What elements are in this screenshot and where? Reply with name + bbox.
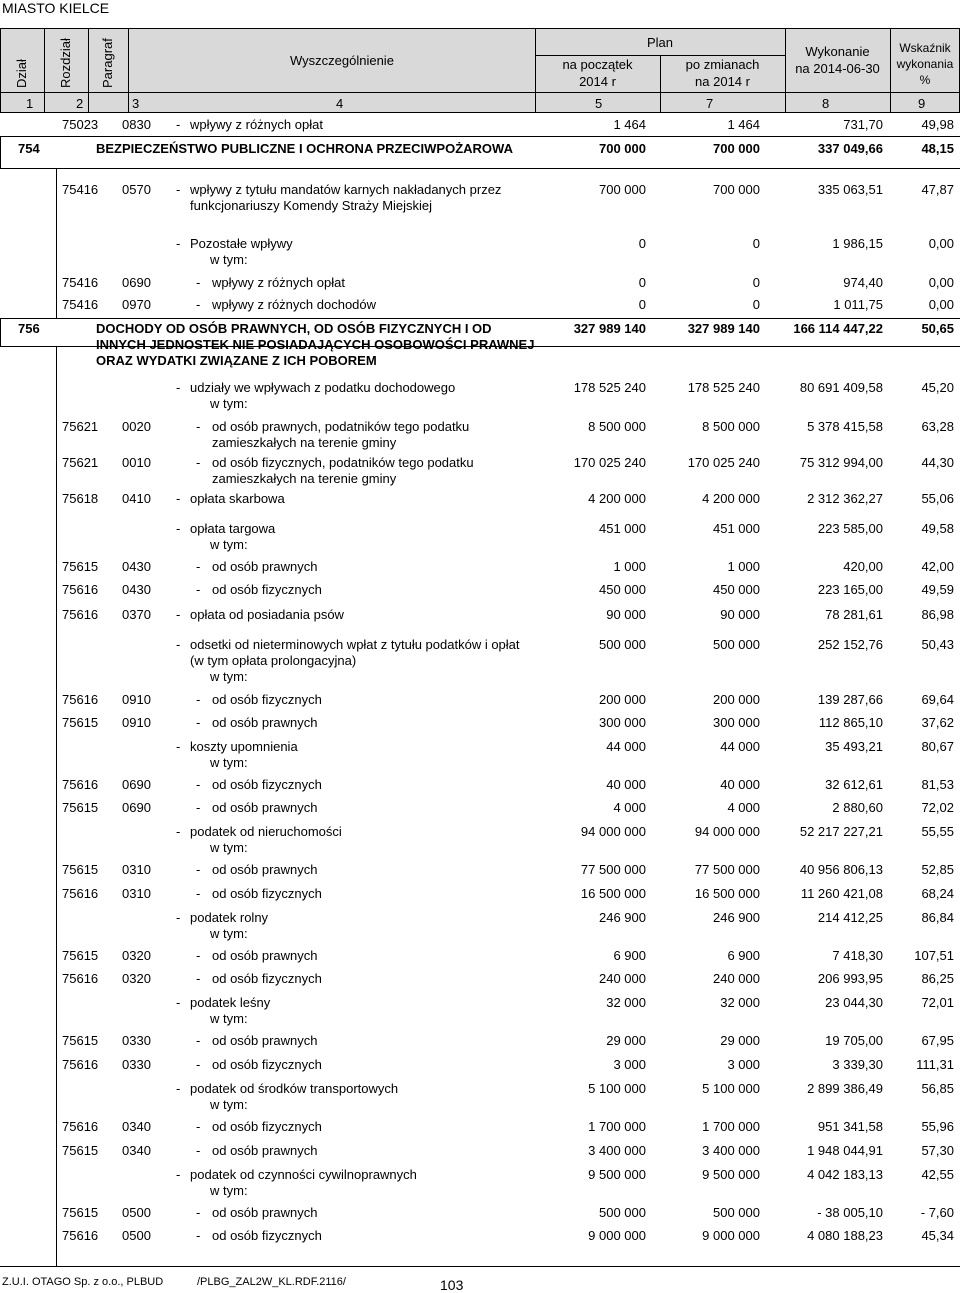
cell-rozdzial: 75616 bbox=[62, 777, 99, 792]
cell-plan-zmiany: 450 000 bbox=[713, 582, 760, 597]
cell-plan-zmiany: 170 025 240 bbox=[687, 455, 760, 470]
cell-plan-zmiany: 0 bbox=[752, 236, 760, 251]
cell-dash: - bbox=[196, 800, 201, 815]
cell-dash: - bbox=[176, 117, 181, 132]
cell-wykonanie: 335 063,51 bbox=[817, 182, 883, 197]
cell-plan-poczatek: 4 200 000 bbox=[588, 491, 646, 506]
cell-wskaznik: 69,64 bbox=[921, 692, 954, 707]
cell-dash: - bbox=[176, 1081, 181, 1096]
cell-paragraf: 0010 bbox=[122, 455, 151, 470]
cell-plan-poczatek: 1 700 000 bbox=[588, 1119, 646, 1134]
cell-rozdzial: 75615 bbox=[62, 715, 99, 730]
cell-wykonanie: 420,00 bbox=[843, 559, 883, 574]
cell-rozdzial: 75023 bbox=[62, 117, 99, 132]
cell-plan-zmiany: 246 900 bbox=[713, 910, 760, 925]
cell-rozdzial: 75615 bbox=[62, 862, 99, 877]
cell-plan-zmiany: 5 100 000 bbox=[702, 1081, 760, 1096]
cell-dash: - bbox=[196, 886, 201, 901]
cell-rozdzial: 75615 bbox=[62, 1143, 99, 1158]
cell-wskaznik: 63,28 bbox=[921, 419, 954, 434]
plan-header: Plan bbox=[646, 35, 674, 50]
cell-rozdzial: 75615 bbox=[62, 948, 99, 963]
cell-plan-poczatek: 5 100 000 bbox=[588, 1081, 646, 1096]
cell-rozdzial: 75416 bbox=[62, 275, 99, 290]
cell-plan-poczatek: 9 500 000 bbox=[588, 1167, 646, 1182]
cell-subnote: w tym: bbox=[210, 1011, 248, 1026]
cell-wykonanie: 35 493,21 bbox=[825, 739, 883, 754]
cell-paragraf: 0910 bbox=[122, 692, 151, 707]
cell-dash: - bbox=[196, 275, 201, 290]
cell-plan-poczatek: 178 525 240 bbox=[573, 380, 646, 395]
cell-wykonanie: 19 705,00 bbox=[825, 1033, 883, 1048]
cell-wykonanie: 337 049,66 bbox=[817, 141, 883, 156]
cell-wskaznik: - 7,60 bbox=[920, 1205, 954, 1220]
cell-plan-zmiany: 500 000 bbox=[713, 637, 760, 652]
cell-paragraf: 0690 bbox=[122, 777, 151, 792]
cell-plan-poczatek: 700 000 bbox=[599, 182, 646, 197]
cell-plan-zmiany: 3 400 000 bbox=[702, 1143, 760, 1158]
cell-wskaznik: 52,85 bbox=[921, 862, 954, 877]
cell-paragraf: 0500 bbox=[122, 1205, 151, 1220]
cell-plan-zmiany: 327 989 140 bbox=[687, 321, 760, 336]
cell-wskaznik: 86,98 bbox=[921, 607, 954, 622]
cell-plan-zmiany: 16 500 000 bbox=[694, 886, 760, 901]
cell-plan-zmiany: 8 500 000 bbox=[702, 419, 760, 434]
cell-wykonanie: 80 691 409,58 bbox=[799, 380, 883, 395]
cell-description: od osób fizycznych bbox=[212, 582, 322, 597]
cell-wskaznik: 37,62 bbox=[921, 715, 954, 730]
cell-rozdzial: 75615 bbox=[62, 559, 99, 574]
cell-dzial: 754 bbox=[18, 141, 40, 156]
cell-wykonanie: 4 042 183,13 bbox=[807, 1167, 883, 1182]
cell-description: od osób fizycznych bbox=[212, 692, 322, 707]
cell-plan-poczatek: 170 025 240 bbox=[573, 455, 646, 470]
cell-plan-poczatek: 300 000 bbox=[599, 715, 646, 730]
col-num: 4 bbox=[336, 96, 344, 111]
cell-subnote: w tym: bbox=[210, 396, 248, 411]
cell-plan-poczatek: 1 464 bbox=[613, 117, 646, 132]
cell-plan-zmiany: 9 000 000 bbox=[702, 1228, 760, 1243]
cell-dash: - bbox=[176, 491, 181, 506]
cell-description: BEZPIECZEŃSTWO PUBLICZNE I OCHRONA PRZECIWPOŻAROWA bbox=[96, 141, 513, 156]
cell-plan-zmiany: 500 000 bbox=[713, 1205, 760, 1220]
cell-wskaznik: 56,85 bbox=[921, 1081, 954, 1096]
cell-dash: - bbox=[196, 1033, 201, 1048]
cell-wykonanie: 214 412,25 bbox=[817, 910, 883, 925]
cell-dash: - bbox=[196, 777, 201, 792]
footer bbox=[0, 1268, 960, 1292]
cell-description: od osób fizycznych bbox=[212, 1057, 322, 1072]
cell-subnote: w tym: bbox=[210, 537, 248, 552]
cell-wykonanie: 252 152,76 bbox=[817, 637, 883, 652]
col-num: 3 bbox=[132, 96, 140, 111]
cell-wskaznik: 0,00 bbox=[928, 297, 954, 312]
cell-plan-poczatek: 16 500 000 bbox=[580, 886, 646, 901]
cell-description: podatek od czynności cywilnoprawnych bbox=[190, 1167, 417, 1182]
cell-plan-zmiany: 90 000 bbox=[720, 607, 760, 622]
cell-dash: - bbox=[196, 971, 201, 986]
cell-rozdzial: 75616 bbox=[62, 607, 99, 622]
cell-paragraf: 0690 bbox=[122, 800, 151, 815]
cell-plan-poczatek: 40 000 bbox=[606, 777, 646, 792]
cell-description: od osób prawnych bbox=[212, 1033, 318, 1048]
cell-dash: - bbox=[176, 739, 181, 754]
page-title: MIASTO KIELCE bbox=[2, 0, 110, 16]
cell-wykonanie: 1 986,15 bbox=[832, 236, 883, 251]
cell-plan-poczatek: 3 000 bbox=[613, 1057, 646, 1072]
cell-wykonanie: 1 011,75 bbox=[833, 297, 883, 312]
col-num: 1 bbox=[26, 96, 34, 111]
cell-description: od osób prawnych bbox=[212, 559, 318, 574]
cell-plan-zmiany: 40 000 bbox=[720, 777, 760, 792]
cell-subnote: w tym: bbox=[210, 755, 248, 770]
cell-description: wpływy z różnych opłat bbox=[190, 117, 323, 132]
cell-dash: - bbox=[196, 1119, 201, 1134]
cell-dash: - bbox=[196, 1057, 201, 1072]
cell-description: od osób fizycznych bbox=[212, 886, 322, 901]
cell-plan-poczatek: 450 000 bbox=[599, 582, 646, 597]
cell-plan-zmiany: 32 000 bbox=[720, 995, 760, 1010]
cell-description: opłata skarbowa bbox=[190, 491, 285, 506]
cell-plan-poczatek: 700 000 bbox=[599, 141, 646, 156]
cell-description: od osób prawnych bbox=[212, 800, 318, 815]
cell-description: od osób fizycznych bbox=[212, 1228, 322, 1243]
cell-paragraf: 0690 bbox=[122, 275, 151, 290]
cell-rozdzial: 75616 bbox=[62, 1228, 99, 1243]
cell-wskaznik: 67,95 bbox=[921, 1033, 954, 1048]
cell-plan-zmiany: 4 200 000 bbox=[702, 491, 760, 506]
cell-wskaznik: 49,98 bbox=[921, 117, 954, 132]
cell-description: DOCHODY OD OSÓB PRAWNYCH, OD OSÓB FIZYCZNYCH I OD INNYCH JEDNOSTEK NIE POSIADAJĄCYCH OSOBOWOŚCI PRAWNEJ ORAZ WYDATKI ZWIĄZANE Z ICH POBOREM bbox=[96, 321, 535, 368]
cell-subnote: w tym: bbox=[210, 252, 248, 267]
cell-wskaznik: 50,65 bbox=[921, 321, 954, 336]
cell-plan-zmiany: 3 000 bbox=[727, 1057, 760, 1072]
cell-wskaznik: 0,00 bbox=[928, 275, 954, 290]
cell-wskaznik: 111,31 bbox=[916, 1057, 954, 1072]
cell-description: opłata od posiadania psów bbox=[190, 607, 344, 622]
cell-wykonanie: 223 585,00 bbox=[817, 521, 883, 536]
cell-paragraf: 0340 bbox=[122, 1119, 151, 1134]
cell-plan-zmiany: 44 000 bbox=[720, 739, 760, 754]
cell-plan-poczatek: 200 000 bbox=[599, 692, 646, 707]
cell-wykonanie: 40 956 806,13 bbox=[799, 862, 883, 877]
cell-wskaznik: 55,96 bbox=[921, 1119, 954, 1134]
cell-dash: - bbox=[176, 182, 181, 197]
cell-description: podatek leśny bbox=[190, 995, 271, 1010]
cell-description: Pozostałe wpływy bbox=[190, 236, 293, 251]
cell-rozdzial: 75618 bbox=[62, 491, 99, 506]
cell-plan-zmiany: 1 464 bbox=[727, 117, 760, 132]
cell-description: od osób prawnych bbox=[212, 862, 318, 877]
cell-paragraf: 0410 bbox=[122, 491, 151, 506]
cell-dash: - bbox=[196, 715, 201, 730]
cell-description: od osób fizycznych bbox=[212, 971, 322, 986]
page-number: 103 bbox=[440, 1277, 464, 1293]
cell-description: od osób prawnych bbox=[212, 1205, 318, 1220]
cell-plan-poczatek: 0 bbox=[638, 297, 646, 312]
cell-plan-poczatek: 240 000 bbox=[599, 971, 646, 986]
cell-wykonanie: 951 341,58 bbox=[817, 1119, 883, 1134]
cell-plan-poczatek: 3 400 000 bbox=[588, 1143, 646, 1158]
cell-wskaznik: 42,55 bbox=[921, 1167, 954, 1182]
cell-wskaznik: 49,59 bbox=[921, 582, 954, 597]
cell-wskaznik: 81,53 bbox=[921, 777, 954, 792]
cell-plan-zmiany: 9 500 000 bbox=[702, 1167, 760, 1182]
cell-dash: - bbox=[176, 380, 181, 395]
cell-description: podatek rolny bbox=[190, 910, 269, 925]
cell-plan-poczatek: 0 bbox=[638, 236, 646, 251]
cell-paragraf: 0370 bbox=[122, 607, 151, 622]
cell-wskaznik: 50,43 bbox=[921, 637, 954, 652]
cell-plan-zmiany: 700 000 bbox=[713, 182, 760, 197]
col-num: 2 bbox=[76, 96, 84, 111]
cell-description: udziały we wpływach z podatku dochodowego bbox=[190, 380, 456, 395]
cell-rozdzial: 75615 bbox=[62, 1033, 99, 1048]
cell-wskaznik: 72,01 bbox=[921, 995, 954, 1010]
cell-wskaznik: 57,30 bbox=[921, 1143, 954, 1158]
cell-wskaznik: 107,51 bbox=[914, 948, 954, 963]
cell-wykonanie: 139 287,66 bbox=[817, 692, 883, 707]
cell-dash: - bbox=[176, 637, 181, 652]
cell-wykonanie: 23 044,30 bbox=[825, 995, 883, 1010]
cell-wykonanie: 75 312 994,00 bbox=[799, 455, 883, 470]
cell-paragraf: 0330 bbox=[122, 1057, 151, 1072]
cell-subnote: w tym: bbox=[210, 669, 248, 684]
col-num: 8 bbox=[822, 96, 830, 111]
col-rozdzial-header: Rozdział bbox=[58, 38, 73, 88]
col-num: 7 bbox=[706, 96, 714, 111]
cell-description: od osób prawnych bbox=[212, 948, 318, 963]
cell-rozdzial: 75615 bbox=[62, 1205, 99, 1220]
cell-wskaznik: 0,00 bbox=[928, 236, 954, 251]
cell-description: odsetki od nieterminowych wpłat z tytułu podatków i opłat (w tym opłata prolongacyjna) bbox=[190, 637, 520, 668]
cell-dash: - bbox=[196, 559, 201, 574]
col-paragraf-header: Paragraf bbox=[100, 38, 115, 88]
cell-wskaznik: 45,20 bbox=[921, 380, 954, 395]
cell-subnote: w tym: bbox=[210, 1097, 248, 1112]
cell-plan-zmiany: 6 900 bbox=[727, 948, 760, 963]
cell-wskaznik: 48,15 bbox=[921, 141, 954, 156]
cell-dash: - bbox=[176, 910, 181, 925]
cell-paragraf: 0340 bbox=[122, 1143, 151, 1158]
cell-paragraf: 0330 bbox=[122, 1033, 151, 1048]
cell-plan-poczatek: 32 000 bbox=[606, 995, 646, 1010]
cell-plan-zmiany: 77 500 000 bbox=[694, 862, 760, 877]
cell-wskaznik: 86,25 bbox=[921, 971, 954, 986]
cell-wykonanie: 2 880,60 bbox=[832, 800, 883, 815]
cell-paragraf: 0500 bbox=[122, 1228, 151, 1243]
wykonanie-header: Wykonanie na 2014-06-30 bbox=[795, 44, 880, 76]
cell-plan-zmiany: 178 525 240 bbox=[687, 380, 760, 395]
cell-dash: - bbox=[196, 1228, 201, 1243]
cell-rozdzial: 75615 bbox=[62, 800, 99, 815]
cell-wykonanie: 112 865,10 bbox=[818, 715, 883, 730]
cell-wykonanie: 1 948 044,91 bbox=[807, 1143, 883, 1158]
cell-description: od osób fizycznych, podatników tego podatku zamieszkałych na terenie gminy bbox=[212, 455, 474, 486]
cell-dash: - bbox=[196, 582, 201, 597]
col-num: 5 bbox=[595, 96, 603, 111]
cell-dash: - bbox=[176, 236, 181, 251]
cell-description: podatek od środków transportowych bbox=[190, 1081, 399, 1096]
cell-wykonanie: 78 281,61 bbox=[825, 607, 883, 622]
cell-plan-zmiany: 451 000 bbox=[713, 521, 760, 536]
cell-plan-poczatek: 8 500 000 bbox=[588, 419, 646, 434]
cell-description: od osób prawnych bbox=[212, 1143, 318, 1158]
cell-rozdzial: 75616 bbox=[62, 582, 99, 597]
cell-plan-poczatek: 246 900 bbox=[599, 910, 646, 925]
col-wyszczegolnienie-header: Wyszczególnienie bbox=[290, 53, 394, 68]
cell-plan-zmiany: 240 000 bbox=[713, 971, 760, 986]
cell-paragraf: 0320 bbox=[122, 948, 151, 963]
cell-paragraf: 0320 bbox=[122, 971, 151, 986]
cell-plan-zmiany: 0 bbox=[752, 275, 760, 290]
cell-wskaznik: 72,02 bbox=[921, 800, 954, 815]
footer-path: /PLBG_ZAL2W_KL.RDF.2116/ bbox=[197, 1276, 346, 1288]
cell-dash: - bbox=[176, 1167, 181, 1182]
cell-dash: - bbox=[176, 607, 181, 622]
cell-plan-zmiany: 200 000 bbox=[713, 692, 760, 707]
cell-dash: - bbox=[176, 824, 181, 839]
cell-rozdzial: 75621 bbox=[62, 455, 99, 470]
cell-rozdzial: 75616 bbox=[62, 1057, 99, 1072]
cell-plan-poczatek: 94 000 000 bbox=[580, 824, 646, 839]
cell-plan-zmiany: 1 000 bbox=[727, 559, 760, 574]
cell-subnote: w tym: bbox=[210, 840, 248, 855]
cell-description: podatek od nieruchomości bbox=[190, 824, 342, 839]
cell-description: wpływy z różnych opłat bbox=[212, 275, 345, 290]
cell-wykonanie: 7 418,30 bbox=[832, 948, 883, 963]
cell-description: od osób fizycznych bbox=[212, 1119, 322, 1134]
cell-rozdzial: 75416 bbox=[62, 297, 99, 312]
cell-description: koszty upomnienia bbox=[190, 739, 298, 754]
cell-wskaznik: 55,06 bbox=[921, 491, 954, 506]
cell-wykonanie: 5 378 415,58 bbox=[807, 419, 883, 434]
cell-description: od osób prawnych bbox=[212, 715, 318, 730]
cell-wykonanie: 2 899 386,49 bbox=[807, 1081, 883, 1096]
cell-dash: - bbox=[196, 1205, 201, 1220]
cell-plan-zmiany: 29 000 bbox=[720, 1033, 760, 1048]
cell-wykonanie: 52 217 227,21 bbox=[799, 824, 883, 839]
cell-wykonanie: 4 080 188,23 bbox=[807, 1228, 883, 1243]
cell-plan-poczatek: 90 000 bbox=[606, 607, 646, 622]
cell-paragraf: 0020 bbox=[122, 419, 151, 434]
cell-wskaznik: 45,34 bbox=[921, 1228, 954, 1243]
cell-paragraf: 0830 bbox=[122, 117, 151, 132]
cell-wskaznik: 68,24 bbox=[921, 886, 954, 901]
cell-dash: - bbox=[176, 995, 181, 1010]
cell-plan-zmiany: 0 bbox=[752, 297, 760, 312]
cell-dash: - bbox=[196, 862, 201, 877]
cell-plan-zmiany: 300 000 bbox=[713, 715, 760, 730]
cell-wskaznik: 44,30 bbox=[921, 455, 954, 470]
cell-paragraf: 0970 bbox=[122, 297, 151, 312]
cell-dash: - bbox=[196, 297, 201, 312]
cell-description: opłata targowa bbox=[190, 521, 276, 536]
cell-rozdzial: 75616 bbox=[62, 1119, 99, 1134]
cell-plan-poczatek: 451 000 bbox=[599, 521, 646, 536]
cell-plan-poczatek: 9 000 000 bbox=[588, 1228, 646, 1243]
cell-description: wpływy z tytułu mandatów karnych nakładanych przez funkcjonariuszy Komendy Straży Miejskiej bbox=[190, 182, 502, 213]
cell-plan-poczatek: 4 000 bbox=[613, 800, 646, 815]
cell-dzial: 756 bbox=[18, 321, 40, 336]
cell-plan-zmiany: 94 000 000 bbox=[694, 824, 760, 839]
cell-paragraf: 0310 bbox=[122, 886, 151, 901]
cell-wykonanie: 11 260 421,08 bbox=[800, 886, 883, 901]
cell-plan-poczatek: 327 989 140 bbox=[573, 321, 646, 336]
cell-wskaznik: 47,87 bbox=[921, 182, 954, 197]
col-num: 9 bbox=[918, 96, 926, 111]
cell-plan-poczatek: 500 000 bbox=[599, 637, 646, 652]
plan-poczatek-header: na początek 2014 r bbox=[562, 57, 633, 89]
cell-rozdzial: 75616 bbox=[62, 886, 99, 901]
cell-wykonanie: 223 165,00 bbox=[817, 582, 883, 597]
cell-dash: - bbox=[196, 1143, 201, 1158]
cell-plan-poczatek: 0 bbox=[638, 275, 646, 290]
cell-description: wpływy z różnych dochodów bbox=[212, 297, 377, 312]
cell-subnote: w tym: bbox=[210, 926, 248, 941]
cell-plan-poczatek: 1 000 bbox=[613, 559, 646, 574]
cell-wskaznik: 55,55 bbox=[921, 824, 954, 839]
cell-plan-poczatek: 500 000 bbox=[599, 1205, 646, 1220]
cell-wykonanie: 3 339,30 bbox=[832, 1057, 883, 1072]
cell-wskaznik: 80,67 bbox=[921, 739, 954, 754]
cell-wskaznik: 42,00 bbox=[921, 559, 954, 574]
cell-dash: - bbox=[196, 948, 201, 963]
cell-subnote: w tym: bbox=[210, 1183, 248, 1198]
cell-wykonanie: - 38 005,10 bbox=[817, 1205, 883, 1220]
cell-plan-poczatek: 29 000 bbox=[606, 1033, 646, 1048]
cell-dash: - bbox=[176, 521, 181, 536]
cell-plan-poczatek: 6 900 bbox=[613, 948, 646, 963]
cell-wykonanie: 974,40 bbox=[843, 275, 883, 290]
cell-paragraf: 0430 bbox=[122, 559, 151, 574]
cell-wykonanie: 206 993,95 bbox=[817, 971, 883, 986]
cell-paragraf: 0430 bbox=[122, 582, 151, 597]
cell-wskaznik: 86,84 bbox=[921, 910, 954, 925]
cell-rozdzial: 75616 bbox=[62, 971, 99, 986]
cell-plan-zmiany: 700 000 bbox=[713, 141, 760, 156]
cell-paragraf: 0310 bbox=[122, 862, 151, 877]
cell-rozdzial: 75416 bbox=[62, 182, 99, 197]
cell-wykonanie: 166 114 447,22 bbox=[793, 321, 883, 336]
cell-paragraf: 0570 bbox=[122, 182, 151, 197]
cell-dash: - bbox=[196, 419, 201, 434]
cell-wykonanie: 2 312 362,27 bbox=[807, 491, 883, 506]
cell-plan-poczatek: 44 000 bbox=[606, 739, 646, 754]
cell-wykonanie: 731,70 bbox=[843, 117, 883, 132]
footer-company: Z.U.I. OTAGO Sp. z o.o., PLBUD bbox=[2, 1276, 164, 1288]
cell-plan-zmiany: 4 000 bbox=[727, 800, 760, 815]
cell-plan-zmiany: 1 700 000 bbox=[702, 1119, 760, 1134]
cell-rozdzial: 75621 bbox=[62, 419, 99, 434]
cell-dash: - bbox=[196, 692, 201, 707]
cell-description: od osób prawnych, podatników tego podatku zamieszkałych na terenie gminy bbox=[212, 419, 470, 450]
plan-zmiany-header: po zmianach na 2014 r bbox=[685, 57, 760, 89]
cell-plan-poczatek: 77 500 000 bbox=[580, 862, 646, 877]
cell-dash: - bbox=[196, 455, 201, 470]
wskaznik-header: Wskaźnik wykonania % bbox=[896, 41, 954, 87]
cell-rozdzial: 75616 bbox=[62, 692, 99, 707]
col-dzial-header: Dział bbox=[14, 59, 29, 88]
cell-wskaznik: 49,58 bbox=[921, 521, 954, 536]
cell-wykonanie: 32 612,61 bbox=[825, 777, 883, 792]
cell-paragraf: 0910 bbox=[122, 715, 151, 730]
cell-description: od osób fizycznych bbox=[212, 777, 322, 792]
